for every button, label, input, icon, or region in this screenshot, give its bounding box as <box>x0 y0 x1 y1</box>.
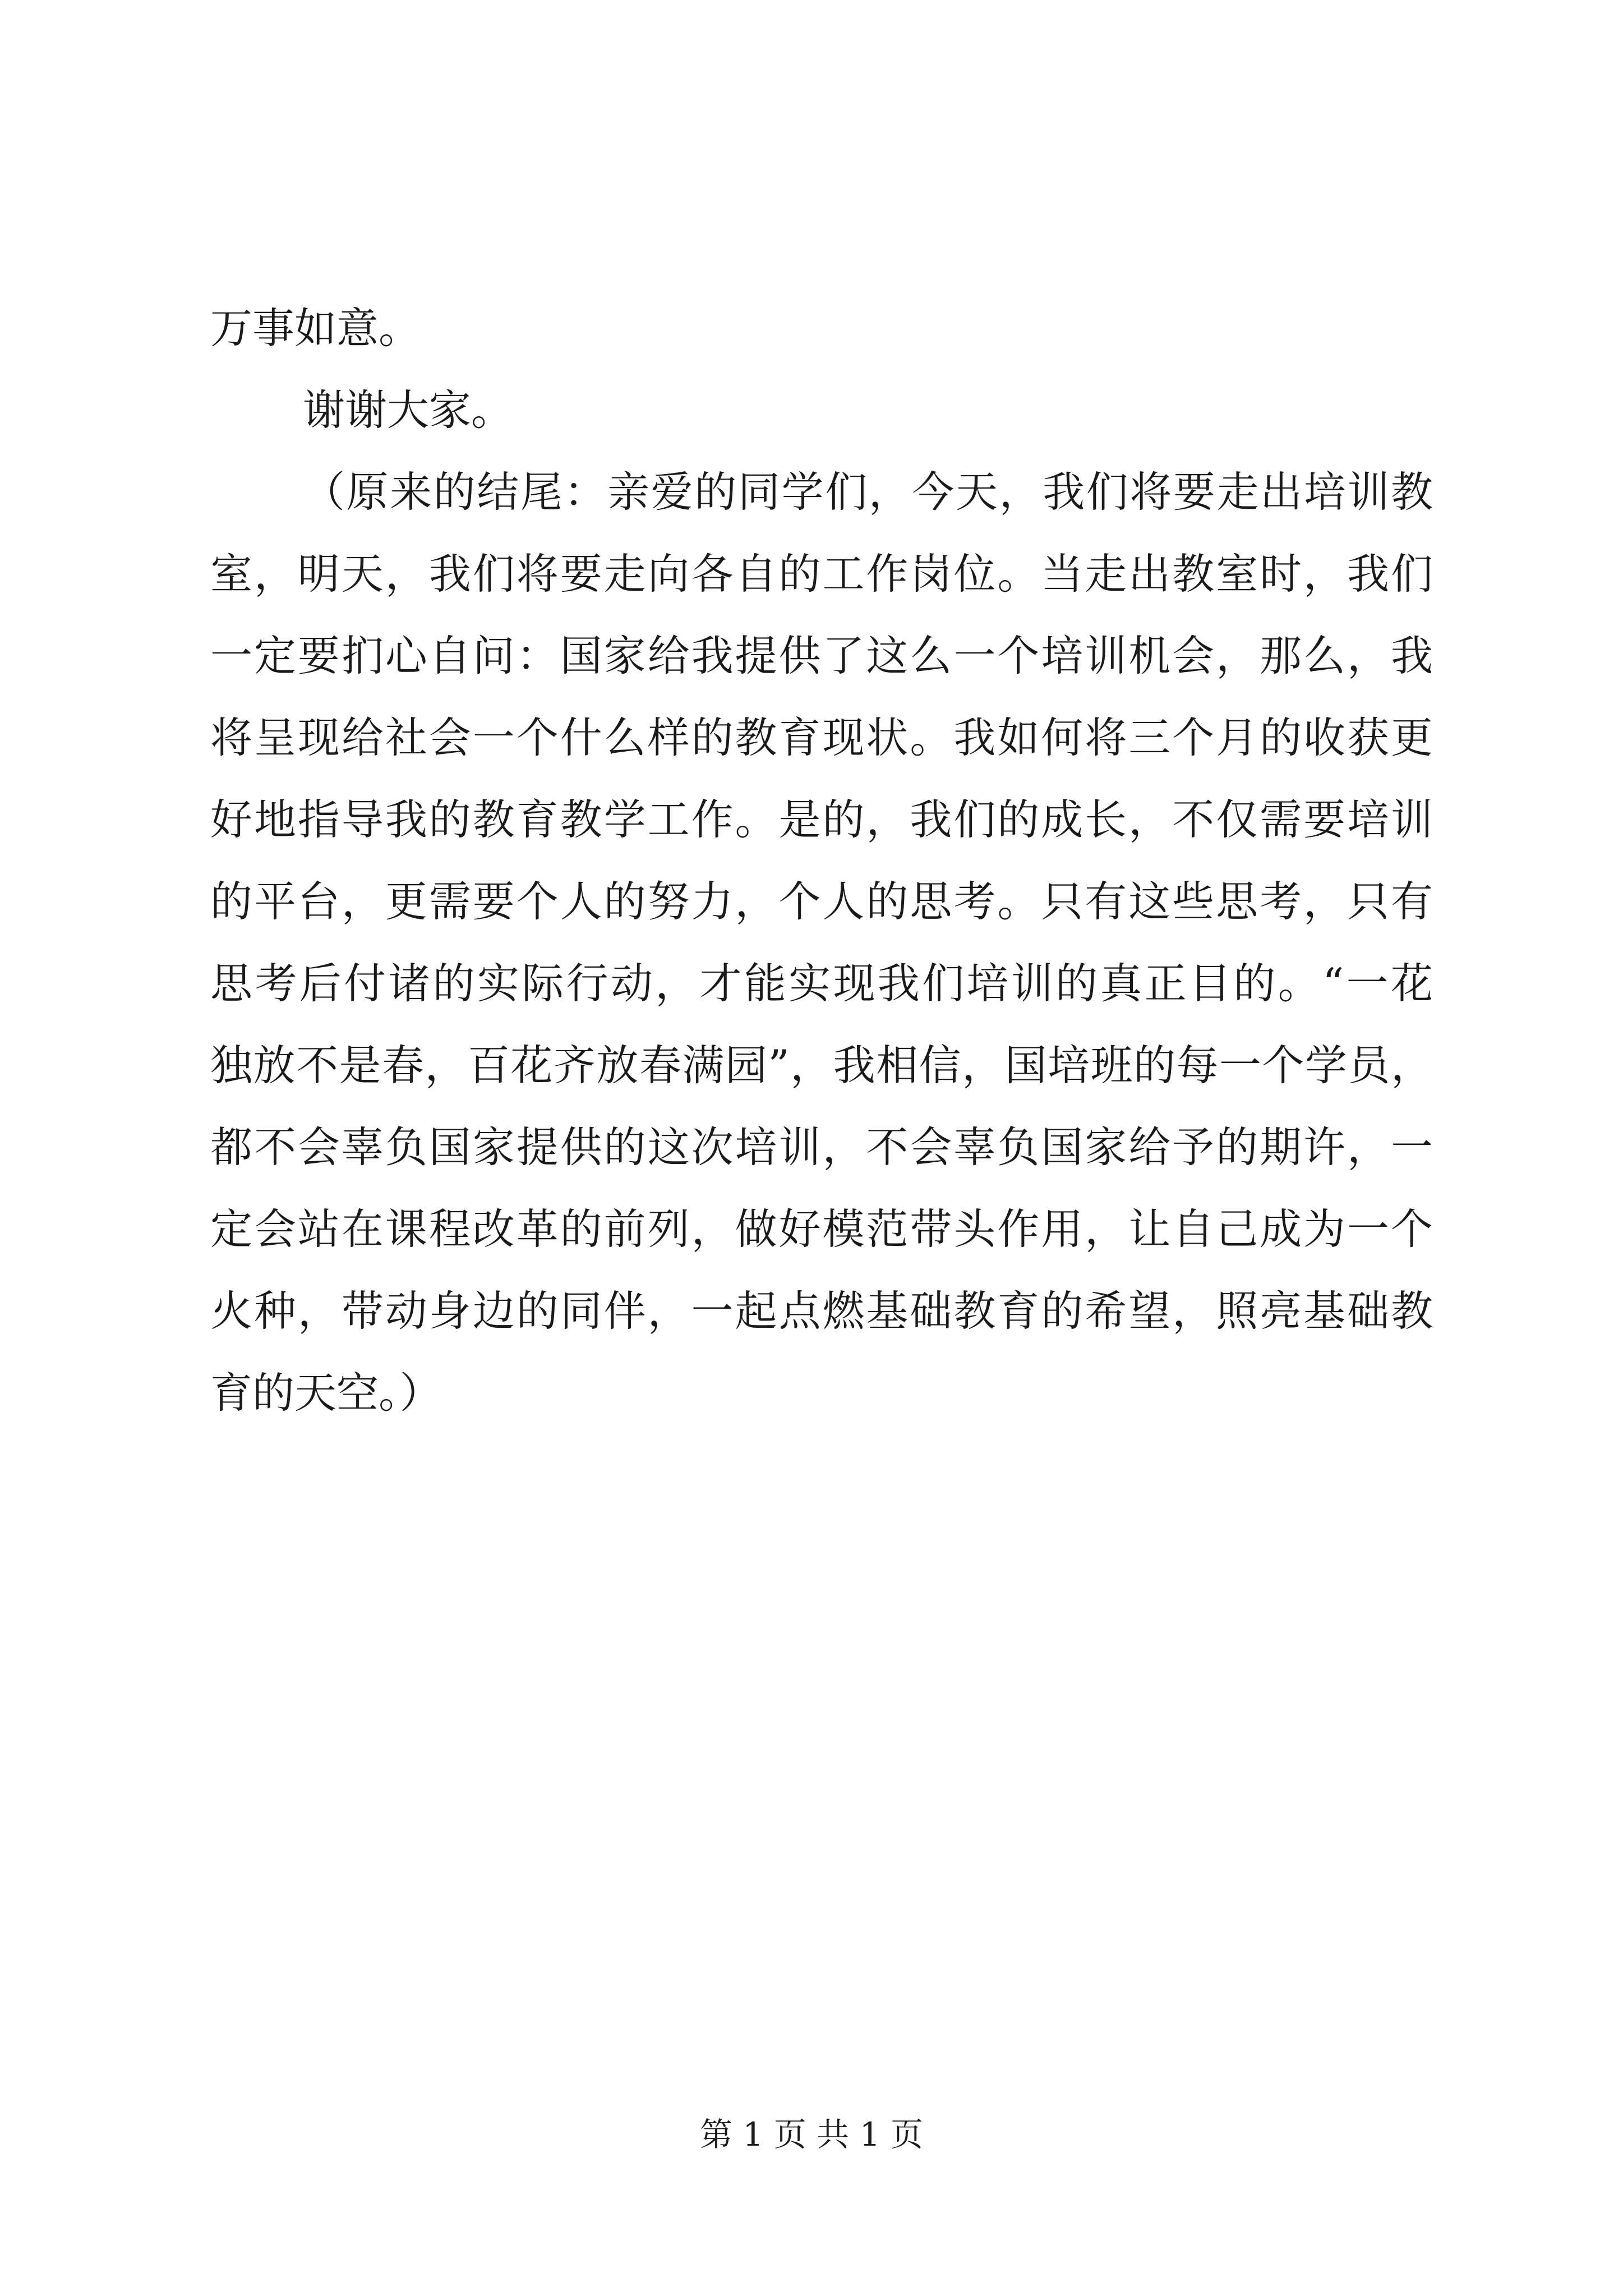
document-body <box>210 287 1433 1434</box>
text-line: 都不会辜负国家提供的这次培训，不会辜负国家给予的期许，一 <box>210 1122 1433 1172</box>
text-line: 思考后付诸的实际行动，才能实现我们培训的真正目的。“一花 <box>210 959 1433 1008</box>
text-line: 谢谢大家。 <box>303 385 514 435</box>
text-line: （原来的结尾：亲爱的同学们，今天，我们将要走出培训教 <box>303 467 1433 517</box>
page-footer <box>0 2115 1623 2154</box>
page-number-label: 第 1 页 共 1 页 <box>700 2115 923 2154</box>
text-line: 将呈现给社会一个什么样的教育现状。我如何将三个月的收获更 <box>210 713 1433 762</box>
text-line: 一定要扪心自问：国家给我提供了这么一个培训机会，那么，我 <box>210 631 1433 680</box>
text-line: 定会站在课程改革的前列，做好模范带头作用，让自己成为一个 <box>210 1204 1433 1254</box>
text-line: 独放不是春，百花齐放春满园”，我相信，国培班的每一个学员， <box>210 1041 1433 1090</box>
text-line: 育的天空。） <box>210 1368 442 1418</box>
text-line: 好地指导我的教育教学工作。是的，我们的成长，不仅需要培训 <box>210 795 1433 844</box>
text-line: 万事如意。 <box>210 303 421 353</box>
text-line: 火种，带动身边的同伴，一起点燃基础教育的希望，照亮基础教 <box>210 1286 1433 1336</box>
text-line: 室，明天，我们将要走向各自的工作岗位。当走出教室时，我们 <box>210 549 1433 599</box>
text-line: 的平台，更需要个人的努力，个人的思考。只有这些思考，只有 <box>210 877 1433 926</box>
